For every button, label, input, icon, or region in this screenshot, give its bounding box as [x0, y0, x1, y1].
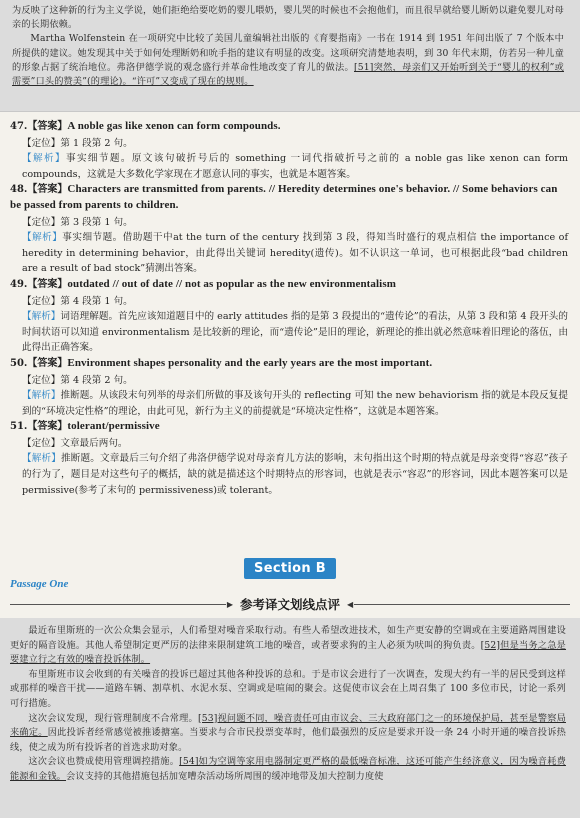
section-b-badge: Section B	[244, 558, 336, 579]
passage-label: Passage One	[10, 578, 69, 590]
translation-box	[0, 618, 580, 818]
explanation-text: 事实细节题。原文该句破折号后的 something 一词代指破折号之前的 a noble gas like xenon can form compounds，这就是大多数化学家现在才愿意认同的事实，也就是本题答案。	[22, 153, 568, 180]
translation-text: 这次会议发现，现行管理制度不合常理。	[28, 712, 198, 724]
answer-text: tolerant/permissive	[67, 420, 160, 433]
location-tag: 【定位】	[22, 137, 61, 149]
question-number: 47.	[10, 121, 28, 132]
question-number: 51.	[10, 421, 28, 433]
explanation-tag: 【解析】	[22, 453, 61, 465]
question-number: 50.	[10, 357, 28, 369]
explanation-text: 推断题。文章最后三句介绍了弗洛伊德学说对母亲育儿方法的影响，末句指出这个时期的特点就是母亲变得“容忍”孩子的行为了，题目是对这些句子的概括，缺的就是描述这个时期特点的形容词，也就是表示“容忍”的形容词，因此本题答案可以是 permissive(参考了末句的 permissiveness)或 tolerant。	[22, 453, 568, 496]
question-number: 48.	[10, 184, 28, 196]
translation-paragraph-1	[10, 624, 566, 668]
location-tag: 【定位】	[22, 437, 61, 449]
location-line	[10, 215, 568, 231]
answer-line	[10, 419, 568, 435]
translation-paragraph-4	[10, 755, 566, 784]
divider-left	[10, 604, 226, 605]
section-header	[0, 557, 580, 579]
underlined-sentence-54: [54]如为空调等家用电器制定更严格的最低噪音标准，这还可能产生经济意义，因为噪音耗费能源和金钱。	[10, 756, 566, 782]
answer-line	[10, 182, 568, 213]
underlined-sentence-53: [53]视问题不同，噪音责任可由市议会、三大政府部门之一的环境保护局，甚至是警察局来确定。	[10, 712, 566, 739]
explanation-text: 事实细节题。借助题干中at the turn of the century 找到第 3 段，得知当时盛行的观点相信 the importance of heredity in determining behavior，由此得出关键词 heredity(遗传)。如不认识这一单词，也可根据此段“bad children are a result of bad stock”猜测出答案。	[22, 232, 569, 275]
underlined-sentence-52: [52]但是当务之急是要建立行之有效的噪音投诉体制。	[10, 639, 567, 666]
location-text: 文章最后两句。	[60, 437, 128, 449]
translation-continued-box	[0, 0, 580, 112]
location-tag: 【定位】	[22, 374, 61, 386]
location-line	[10, 436, 568, 452]
answer-line	[10, 277, 568, 293]
explanation-line	[10, 151, 568, 182]
explanation-tag: 【解析】	[22, 390, 61, 402]
arrow-left-icon: ◀	[347, 599, 354, 609]
translation-text: 最近布里斯班的一次公众集会显示，人们希望对噪音采取行动。有些人希望改进技术，如生产更安静的空调或在主要道路周围建设更好的隔音设施。其他人希望制定更严厉的法律来限制建筑工地的噪音，或者要求狗的主人必须为吠叫的狗负责。	[10, 625, 566, 651]
explanation-tag: 【解析】	[22, 311, 61, 323]
comment-title: 参考译文划线点评	[240, 597, 341, 612]
location-line	[10, 294, 568, 310]
answer-tag: 【答案】	[27, 421, 68, 433]
answer-tag: 【答案】	[27, 184, 68, 196]
translation-text: 因此投诉者经常感觉被推诿搪塞。当要求与合市民投票变革时，他们最强烈的反应是要求开设一条 24 小时开通的噪音投诉热线，使之成为所有投诉者的首选求助对象。	[10, 727, 566, 753]
explanation-text: 词语理解题。首先应该知道题目中的 early attitudes 指的是第 3 段提出的“遗传论”的看法，从第 3 段和第 4 段开头的时间状语可以知道 environmentalism 是比较新的理论，而“遗传论”是旧的理论，新理论的推出就必然意味着旧理论的落伍，由此得出正确答案。	[22, 311, 569, 354]
translation-paragraph-2: 布里斯班市议会收到的有关噪音的投诉已超过其他各种投诉的总和。于是市议会进行了一次调查，发现大约有一半的居民受到这样或那样的噪音干扰——道路车辆、割草机、水泥水泵、空调或是喧闹的聚会。这促使市议会在上周召集了 100 多位市民，讨论一系列可行措施。	[10, 668, 566, 709]
explanation-line	[10, 451, 568, 498]
explanation-line	[10, 309, 568, 356]
location-text: 第 4 段第 1 句。	[60, 295, 133, 307]
explanation-text: 推断题。从该段末句列举的母亲们所做的事及该句开头的 reflecting 可知 the new behaviorism 指的就是本段反复提到的“环境决定性格”的理论，由此可见，新行为主义的前提就是“环境决定性格”，这就是本题答案。	[22, 390, 568, 417]
answer-tag: 【答案】	[27, 357, 68, 369]
answer-line	[10, 119, 568, 135]
location-line	[10, 136, 568, 152]
explanation-tag: 【解析】	[22, 153, 66, 165]
explanation-line	[10, 230, 568, 277]
answer-text: Characters are transmitted from parents. // Heredity determines one's behavior. // Some behaviors can be passed from parents to children.	[10, 183, 558, 211]
top-paragraph-2	[12, 32, 564, 89]
underlined-sentence-51: [51]突然，母亲们又开始听到关于“婴儿的权利”或需要”口头的赞美”(的理论)。“许可”又变成了现在的规则。	[12, 61, 564, 88]
translation-paragraph-3	[10, 712, 566, 756]
answer-tag: 【答案】	[27, 121, 68, 132]
answer-line	[10, 356, 568, 372]
top-paragraph-1: 为反映了这种新的行为主义学说，她们拒绝给要吃奶的婴儿喂奶，婴儿哭的时候也不会抱他们，而且很早就给婴儿断奶以避免婴儿对母亲的长期依赖。	[12, 5, 564, 31]
arrow-right-icon: ▶	[226, 599, 233, 609]
answer-block-48	[10, 182, 568, 277]
location-text: 第 3 段第 1 句。	[60, 216, 133, 228]
question-number: 49.	[10, 278, 28, 290]
location-tag: 【定位】	[22, 216, 61, 228]
divider-right	[354, 604, 570, 605]
answer-text: Environment shapes personality and the early years are the most important.	[67, 356, 433, 369]
top-paragraph-2-text: Martha Wolfenstein 在一项研究中比较了美国儿童编辑社出版的《育婴指南》一书在 1914 到 1951 年间出版了 7 个版本中所提供的建议。她发现其中关于如何处理断奶和吮手指的建议有明显的改变。这项研究清楚地表明，到 30 年代末期，仿若另一种儿童的形象占据了统治地位。弗洛伊德学说的观念盛行并革命性地改变了育儿的做法。	[12, 33, 564, 73]
location-tag: 【定位】	[22, 295, 61, 307]
translation-text: 这次会议也赞成使用管理调控措施。	[28, 756, 180, 768]
location-text: 第 1 段第 2 句。	[60, 137, 133, 149]
answers-section	[10, 119, 568, 498]
answer-text: outdated // out of date // not as popular as the new environmentalism	[67, 277, 396, 290]
answer-block-51	[10, 419, 568, 498]
translation-text: 会议支持的其他措施包括加宽嘈杂活动场所周围的缓冲地带及加大控制力度使	[66, 770, 384, 782]
answer-block-49	[10, 277, 568, 356]
comment-title-bar	[10, 594, 570, 614]
location-text: 第 4 段第 2 句。	[60, 374, 133, 386]
answer-text: A noble gas like xenon can form compounds.	[67, 120, 281, 132]
answer-tag: 【答案】	[27, 278, 68, 290]
location-line	[10, 373, 568, 389]
answer-block-50	[10, 356, 568, 419]
answer-block-47	[10, 119, 568, 182]
explanation-line	[10, 388, 568, 419]
explanation-tag: 【解析】	[22, 232, 63, 244]
